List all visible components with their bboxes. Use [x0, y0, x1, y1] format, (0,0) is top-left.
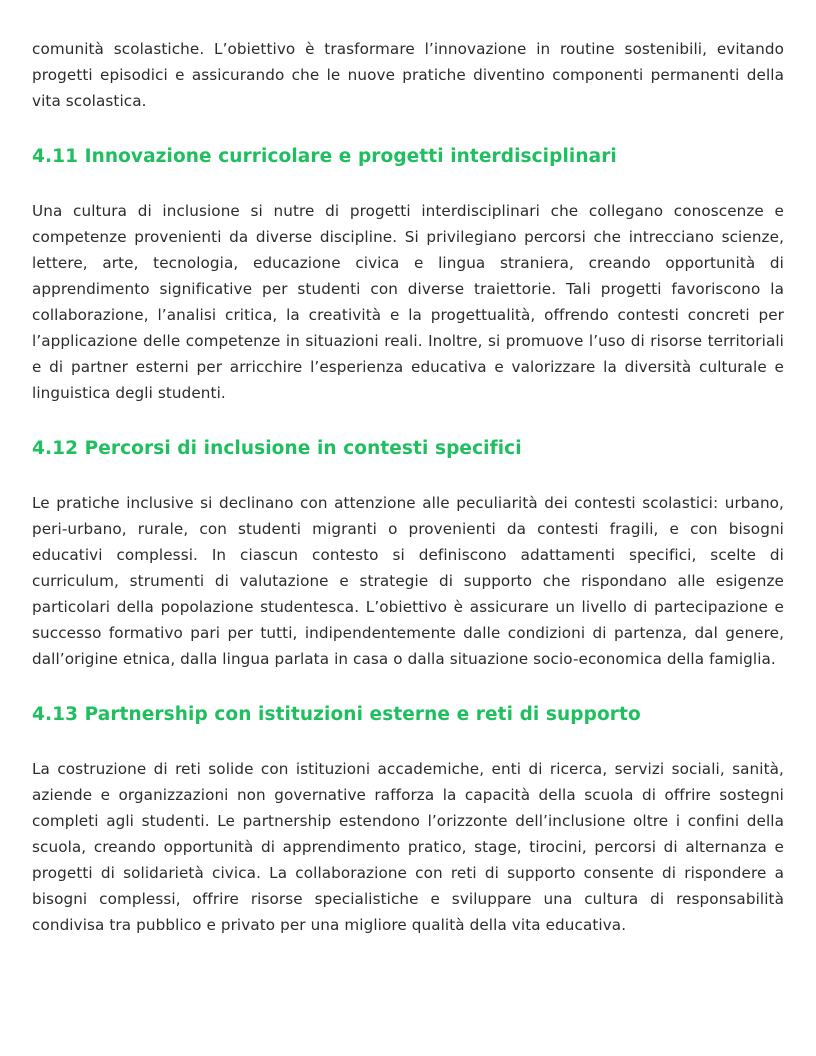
- intro-paragraph: comunità scolastiche. L’obiettivo è trasformare l’innovazione in routine sostenibili, evitando progetti episodici e assicurando che le nuove pratiche diventino componenti permanenti della vita scolastica.: [32, 40, 784, 110]
- section-body-4-12: Le pratiche inclusive si declinano con attenzione alle peculiarità dei contesti scolastici: urbano, peri-urbano, rurale, con studenti migranti o provenienti da contesti fragili, e con bisogni educativi complessi. In ciascun contesto si definiscono adattamenti specifici, scelte di curriculum, strumenti di valutazione e strategie di supporto che rispondano alle esigenze particolari della popolazione studentesca. L’obiettivo è assicurare un livello di partecipazione e successo formativo pari per tutti, indipendentemente dalle condizioni di partenza, dal genere, dall’origine etnica, dalla lingua parlata in casa o dalla situazione socio-economica della famiglia.: [32, 494, 784, 668]
- section-heading-4-13: 4.13 Partnership con istituzioni esterne e reti di supporto: [32, 704, 641, 725]
- section-body-4-13: La costruzione di reti solide con istituzioni accademiche, enti di ricerca, servizi sociali, sanità, aziende e organizzazioni non governative rafforza la capacità della scuola di offrire sostegni completi agli studenti. Le partnership estendono l’orizzonte dell’inclusione oltre i confini della scuola, creando opportunità di apprendimento pratico, stage, tirocini, percorsi di alternanza e progetti di solidarietà civica. La collaborazione con reti di supporto consente di rispondere a bisogni complessi, offrire risorse specialistiche e sviluppare una cultura di responsabilità condivisa tra pubblico e privato per una migliore qualità della vita educativa.: [32, 760, 784, 934]
- section-body-4-11: Una cultura di inclusione si nutre di progetti interdisciplinari che collegano conoscenze e competenze provenienti da diverse discipline. Si privilegiano percorsi che intrecciano scienze, lettere, arte, tecnologia, educazione civica e lingua straniera, creando opportunità di apprendimento significative per studenti con diverse traiettorie. Tali progetti favoriscono la collaborazione, l’analisi critica, la creatività e la progettualità, offrendo contesti concreti per l’applicazione delle competenze in situazioni reali. Inoltre, si promuove l’uso di risorse territoriali e di partner esterni per arricchire l’esperienza educativa e valorizzare la diversità culturale e linguistica degli studenti.: [32, 202, 784, 402]
- section-heading-4-12: 4.12 Percorsi di inclusione in contesti specifici: [32, 438, 522, 459]
- document-page: [32, 36, 784, 938]
- section-heading-4-11: 4.11 Innovazione curricolare e progetti interdisciplinari: [32, 146, 617, 167]
